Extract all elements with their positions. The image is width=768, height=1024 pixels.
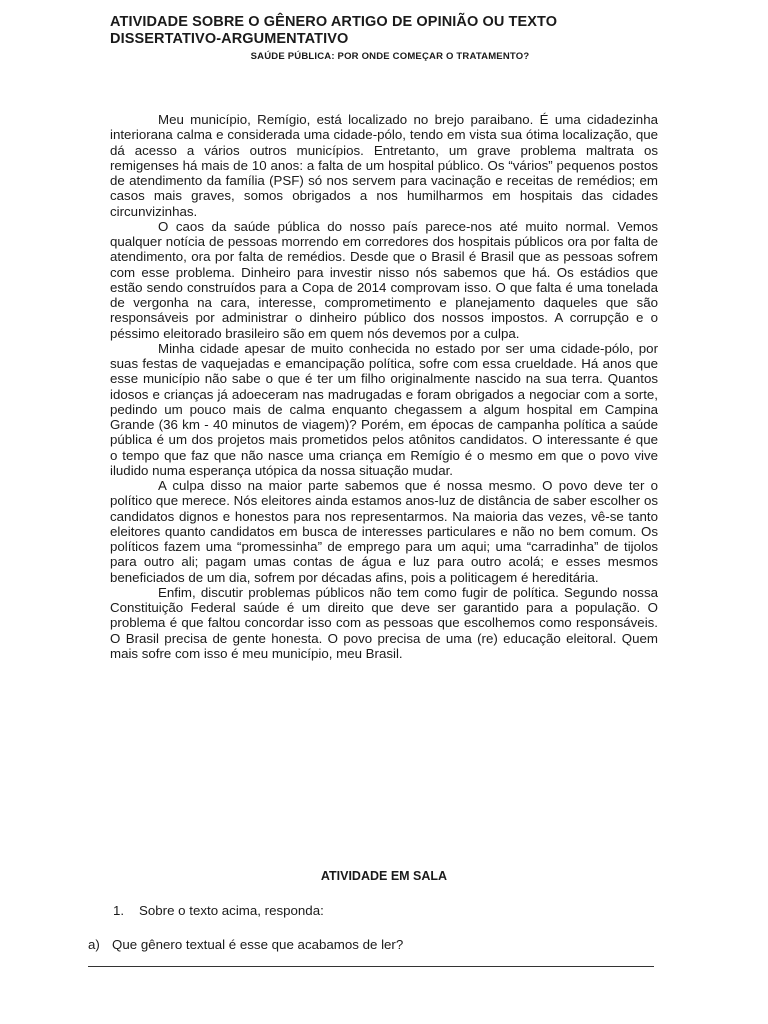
activity-item-text: Sobre o texto acima, responda:	[139, 903, 324, 918]
essay-paragraph: Minha cidade apesar de muito conhecida no estado por ser uma cidade-pólo, por suas festas de vaquejadas e emancipação política, sofre com essa crueldade. Há anos que esse município não sabe o que é ter um filho originalmente nascido na sua terra. Quantos idosos e crianças já adoeceram nas madrugadas e foram obrigados a negociar com a sorte, pedindo um pouco mais de calma enquanto chegassem a algum hospital em Campina Grande (36 km - 40 minutos de viagem)? Porém, em épocas de campanha política a saúde pública é um dos projetos mais prometidos pelos atônitos candidatos. O interessante é que o tempo que faz que não nasce uma criança em Remígio é o mesmo em que o povo vive iludido numa esperança utópica da nossa situação mudar.	[110, 340, 658, 478]
activity-heading: ATIVIDADE EM SALA	[320, 869, 448, 883]
document-subtitle: SAÚDE PÚBLICA: POR ONDE COMEÇAR O TRATAMENTO?	[250, 51, 530, 62]
essay-text	[110, 112, 658, 661]
activity-item-number: 1.	[113, 903, 125, 918]
question-letter: a)	[88, 937, 100, 952]
activity-item	[113, 903, 324, 919]
essay-paragraph: Meu município, Remígio, está localizado no brejo paraibano. É uma cidadezinha interiorana calma e considerada uma cidade-pólo, tendo em vista sua ótima localização, que dá acesso a vários outros municípios. Entretanto, um grave problema maltrata os remigenses há mais de 10 anos: a falta de um hospital público. Os “vários” pequenos postos de atendimento da família (PSF) só nos servem para vacinação e receitas de remédios; em casos mais graves, somos obrigados a nos humilharmos em hospitais das cidades circunvizinhas.	[110, 112, 658, 219]
question-a	[88, 937, 403, 953]
essay-paragraph: O caos da saúde pública do nosso país parece-nos até muito normal. Vemos qualquer notícia de pessoas morrendo em corredores dos hospitais públicos ora por falta de atendimento, ora por falta de remédios. Desde que o Brasil é Brasil que as pessoas sofrem com esse problema. Dinheiro para investir nisso nós sabemos que há. Os estádios que estão sendo construídos para a Copa de 2014 comprovam isso. O que falta é uma tonelada de vergonha na cara, interesse, comprometimento e planejamento daqueles que são responsáveis por administrar o dinheiro público dos nossos impostos. A corrupção e o péssimo eleitorado brasileiro são em quem nós devemos por a culpa.	[110, 218, 658, 341]
answer-line	[88, 966, 654, 967]
essay-paragraph: Enfim, discutir problemas públicos não tem como fugir de política. Segundo nossa Constituição Federal saúde é um direito que deve ser garantido para a população. O problema é que faltou concordar isso com as pessoas que escolhemos como responsáveis. O Brasil precisa de gente honesta. O povo precisa de uma (re) educação eleitoral. Quem mais sofre com isso é meu município, meu Brasil.	[110, 584, 658, 661]
question-text: Que gênero textual é esse que acabamos de ler?	[112, 937, 404, 952]
essay-paragraph: A culpa disso na maior parte sabemos que é nossa mesmo. O povo deve ter o político que merece. Nós eleitores ainda estamos anos-luz de distância de saber escolher os candidatos dignos e honestos para nos representarmos. Na maioria das vezes, vê-se tanto eleitores quanto candidatos em busca de interesses particulares e não no bem comum. Os políticos fazem uma “promessinha” de emprego para um aqui; uma “carradinha” de tijolos para outro ali; pagam umas contas de água e luz para outro acolá; e esses mesmos beneficiados de um dia, sofrem por décadas afins, pois a politicagem é hereditária.	[110, 478, 658, 585]
document-title: ATIVIDADE SOBRE O GÊNERO ARTIGO DE OPINIÃO OU TEXTO DISSERTATIVO-ARGUMENTATIVO	[110, 14, 558, 47]
